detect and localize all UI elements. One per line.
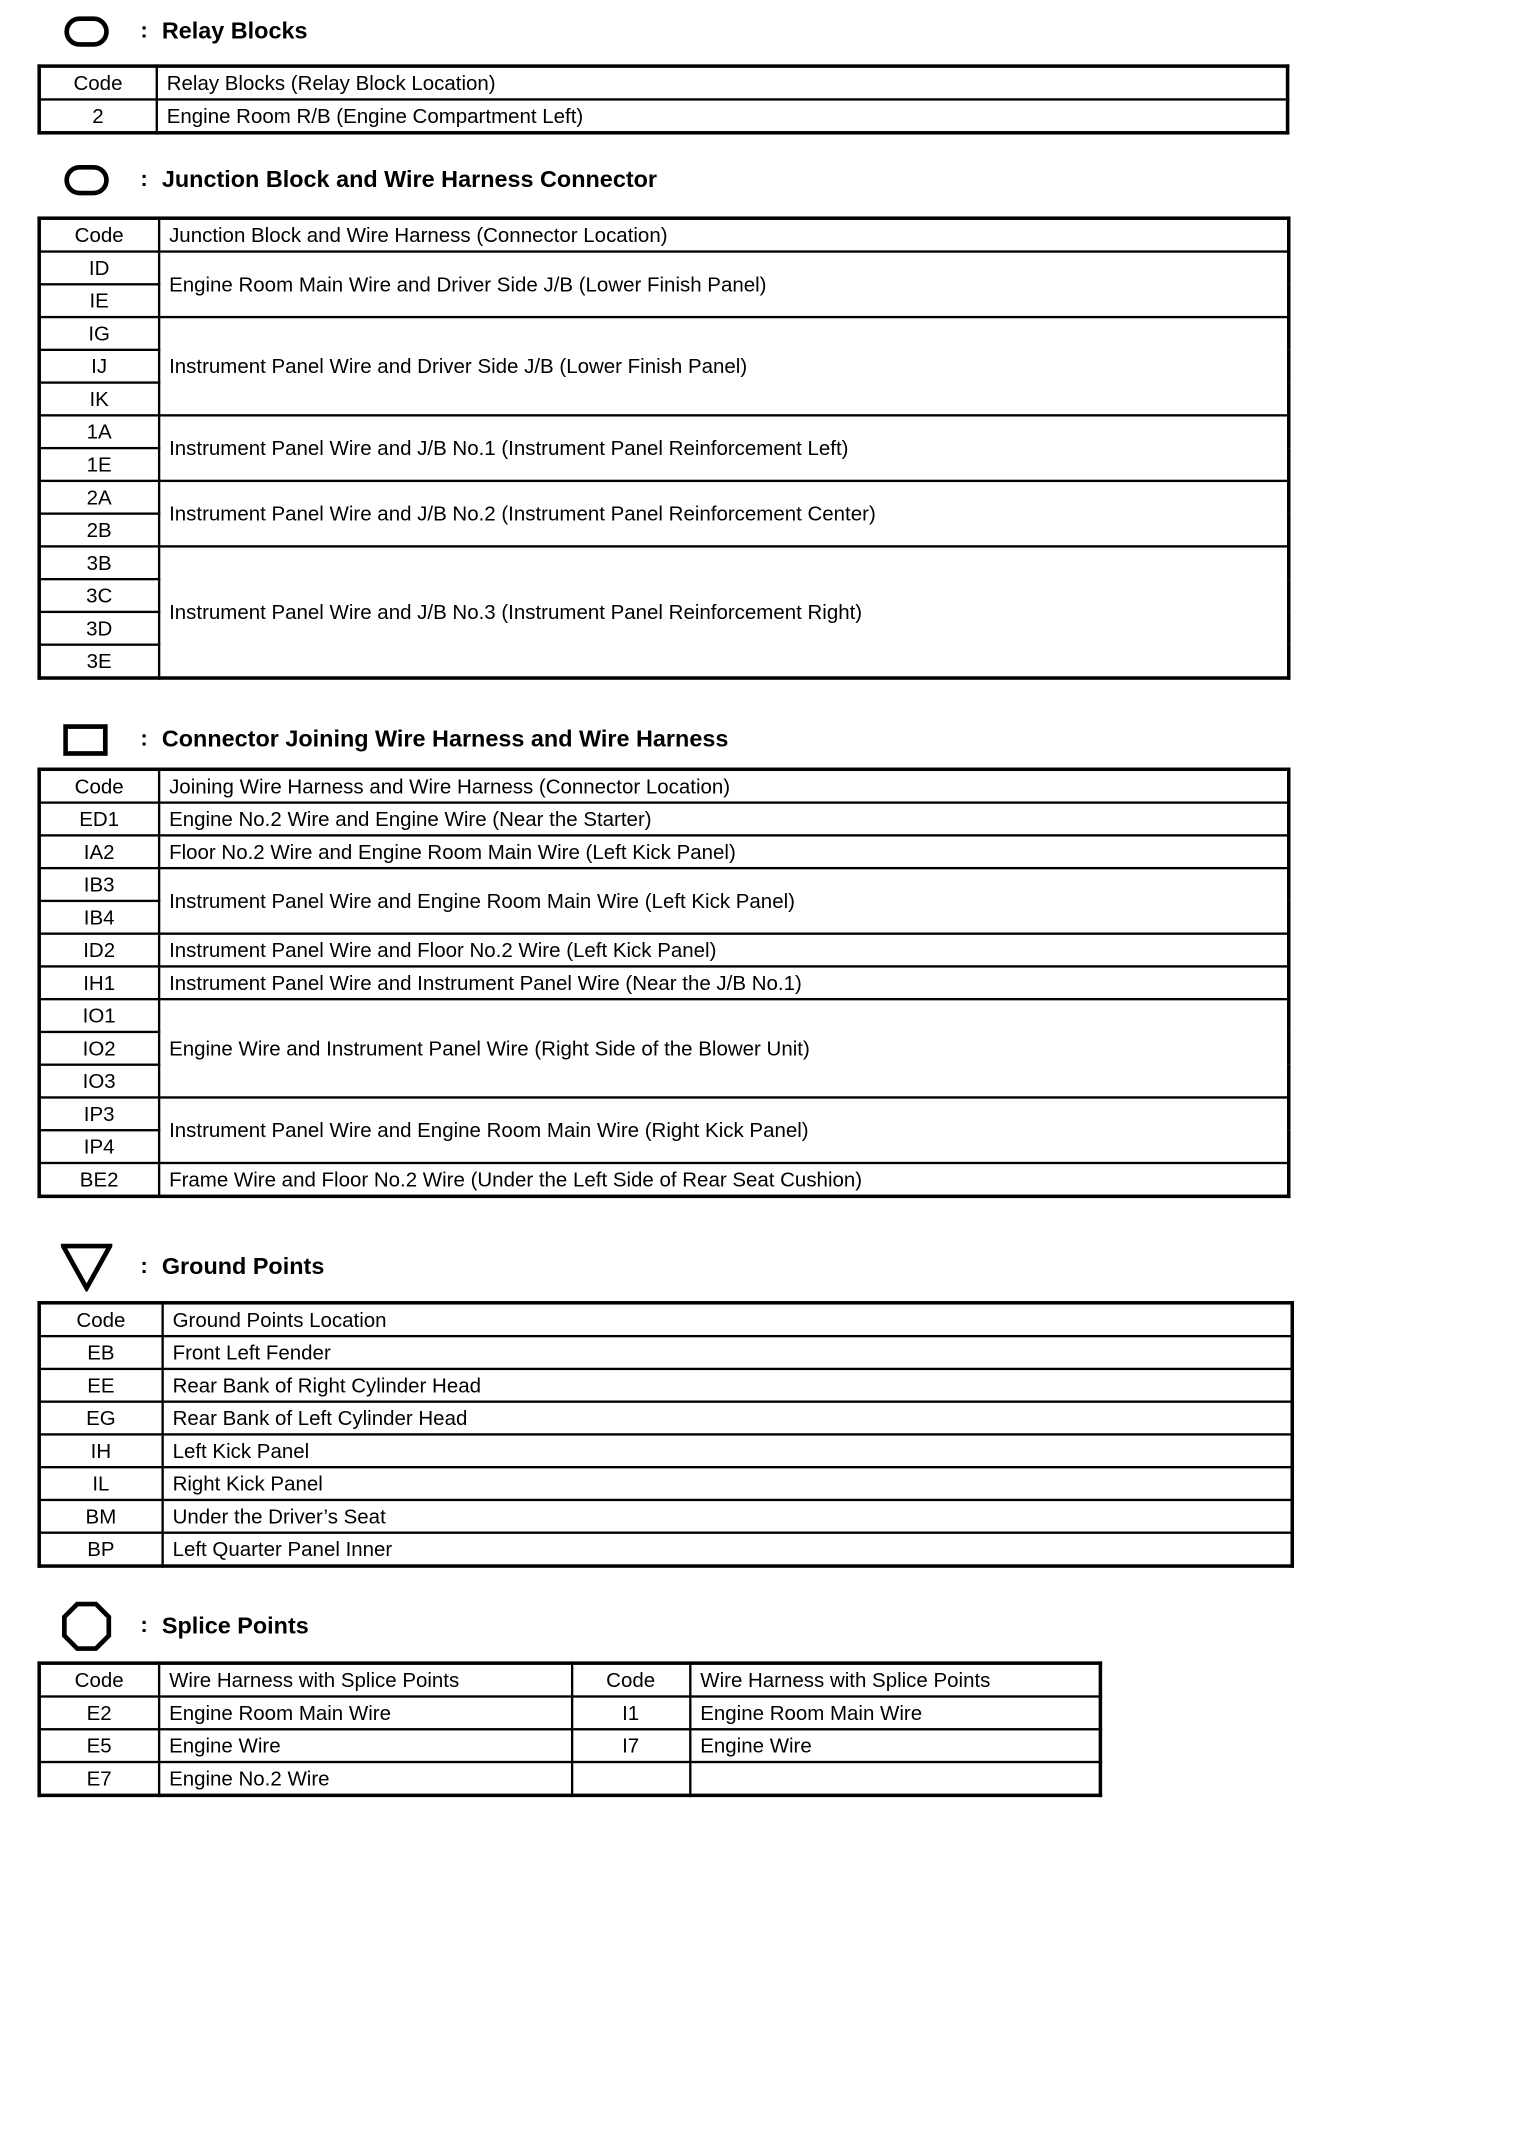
code-cell: IG (39, 317, 158, 350)
code-cell (572, 1762, 690, 1795)
code-cell: E2 (39, 1696, 158, 1729)
description-cell: Engine Room Main Wire and Driver Side J/B (Lower Finish Panel) (159, 252, 1289, 318)
code-cell: IO1 (39, 999, 158, 1032)
code-cell: IO2 (39, 1032, 158, 1065)
table-header-row (39, 1303, 1292, 1336)
description-header: Ground Points Location (162, 1303, 1292, 1336)
colon: : (140, 726, 148, 752)
code-cell: 3C (39, 579, 158, 612)
code-cell: IH1 (39, 966, 158, 999)
code-cell: 2B (39, 514, 158, 547)
table-header-row (39, 66, 1287, 99)
description-cell: Instrument Panel Wire and Floor No.2 Wire (Left Kick Panel) (159, 934, 1289, 967)
code-cell: EE (39, 1369, 162, 1402)
table-row (39, 1402, 1292, 1435)
junction-block-table (37, 216, 1290, 679)
code-cell: IA2 (39, 835, 158, 868)
code-cell: IB4 (39, 901, 158, 934)
section-title: Ground Points (161, 1253, 325, 1280)
connector-joining-table (37, 768, 1290, 1199)
description-cell: Floor No.2 Wire and Engine Room Main Wire (Left Kick Panel) (159, 835, 1289, 868)
description-cell: Instrument Panel Wire and Instrument Panel Wire (Near the J/B No.1) (159, 966, 1289, 999)
code-header: Code (39, 218, 158, 251)
ground-points-header (61, 1243, 325, 1292)
code-cell: E5 (39, 1729, 158, 1762)
code-cell: 3E (39, 645, 158, 678)
colon: : (140, 167, 148, 192)
description-header: Relay Blocks (Relay Block Location) (156, 66, 1287, 99)
table-row (39, 1467, 1292, 1500)
description-cell: Left Quarter Panel Inner (162, 1533, 1292, 1566)
splice-point-symbol-icon (61, 1601, 112, 1652)
table-row (39, 999, 1289, 1032)
section-title: Relay Blocks (161, 18, 308, 44)
description-cell: Engine Room Main Wire (690, 1696, 1101, 1729)
section-title: Splice Points (161, 1612, 309, 1639)
table-row (39, 1500, 1292, 1533)
code-cell: 3D (39, 612, 158, 645)
description-cell: Instrument Panel Wire and J/B No.2 (Instrument Panel Reinforcement Center) (159, 481, 1289, 547)
table-row (39, 415, 1289, 448)
connector-joining-header (61, 720, 729, 760)
table-row (39, 1163, 1289, 1196)
relay-blocks-header (61, 12, 308, 52)
code-cell: IB3 (39, 868, 158, 901)
code-cell: E7 (39, 1762, 158, 1795)
splice-points-table (37, 1661, 1102, 1797)
table-row (39, 1762, 1100, 1795)
table-row (39, 252, 1289, 285)
description-header: Wire Harness with Splice Points (690, 1663, 1101, 1696)
description-header: Joining Wire Harness and Wire Harness (Connector Location) (159, 769, 1289, 802)
connector-symbol-icon (61, 722, 112, 757)
description-cell: Instrument Panel Wire and Driver Side J/B (Lower Finish Panel) (159, 317, 1289, 415)
splice-points-header (61, 1601, 309, 1652)
code-cell: IH (39, 1434, 162, 1467)
section-title: Connector Joining Wire Harness and Wire Harness (161, 725, 729, 752)
section-title: Junction Block and Wire Harness Connector (161, 166, 658, 193)
description-cell: Rear Bank of Left Cylinder Head (162, 1402, 1292, 1435)
description-cell: Right Kick Panel (162, 1467, 1292, 1500)
description-cell: Front Left Fender (162, 1336, 1292, 1369)
description-cell: Engine Wire (690, 1729, 1101, 1762)
table-row (39, 481, 1289, 514)
colon: : (140, 1613, 148, 1638)
colon: : (140, 18, 148, 44)
code-header: Code (39, 66, 156, 99)
code-cell: ID (39, 252, 158, 285)
colon: : (140, 1254, 148, 1279)
table-row (39, 1369, 1292, 1402)
table-row (39, 1097, 1289, 1130)
code-cell: EB (39, 1336, 162, 1369)
table-row (39, 1336, 1292, 1369)
code-cell: 2A (39, 481, 158, 514)
table-row (39, 317, 1289, 350)
relay-blocks-table (37, 64, 1289, 134)
code-cell: 3B (39, 546, 158, 579)
code-header: Code (572, 1663, 690, 1696)
code-header: Code (39, 1303, 162, 1336)
code-cell: I7 (572, 1729, 690, 1762)
code-header: Code (39, 769, 158, 802)
code-cell: IK (39, 383, 158, 416)
table-row (39, 1696, 1100, 1729)
description-cell: Instrument Panel Wire and Engine Room Main Wire (Right Kick Panel) (159, 1097, 1289, 1163)
table-row (39, 1729, 1100, 1762)
table-header-row (39, 769, 1289, 802)
table-row (39, 1434, 1292, 1467)
code-cell: BP (39, 1533, 162, 1566)
description-cell: Engine No.2 Wire (159, 1762, 572, 1795)
junction-block-symbol-icon (61, 163, 112, 198)
table-row (39, 966, 1289, 999)
description-cell: Engine Wire and Instrument Panel Wire (Right Side of the Blower Unit) (159, 999, 1289, 1097)
description-cell: Instrument Panel Wire and Engine Room Main Wire (Left Kick Panel) (159, 868, 1289, 934)
description-header: Junction Block and Wire Harness (Connector Location) (159, 218, 1289, 251)
code-cell: 1A (39, 415, 158, 448)
table-row (39, 803, 1289, 836)
code-cell: 2 (39, 99, 156, 132)
description-cell: Engine Wire (159, 1729, 572, 1762)
description-cell: Under the Driver’s Seat (162, 1500, 1292, 1533)
code-cell: ED1 (39, 803, 158, 836)
code-cell: BE2 (39, 1163, 158, 1196)
description-cell: Frame Wire and Floor No.2 Wire (Under the Left Side of Rear Seat Cushion) (159, 1163, 1289, 1196)
description-cell (690, 1762, 1101, 1795)
code-cell: BM (39, 1500, 162, 1533)
code-cell: IL (39, 1467, 162, 1500)
code-cell: I1 (572, 1696, 690, 1729)
code-cell: IO3 (39, 1065, 158, 1098)
code-cell: IP4 (39, 1130, 158, 1163)
table-row (39, 99, 1287, 132)
table-row (39, 868, 1289, 901)
code-cell: IP3 (39, 1097, 158, 1130)
ground-points-table (37, 1301, 1294, 1568)
ground-point-symbol-icon (61, 1243, 112, 1292)
code-cell: 1E (39, 448, 158, 481)
table-header-row (39, 1663, 1100, 1696)
description-cell: Engine Room Main Wire (159, 1696, 572, 1729)
table-row (39, 1533, 1292, 1566)
description-cell: Instrument Panel Wire and J/B No.3 (Instrument Panel Reinforcement Right) (159, 546, 1289, 678)
code-header: Code (39, 1663, 158, 1696)
table-row (39, 835, 1289, 868)
table-row (39, 934, 1289, 967)
table-row (39, 546, 1289, 579)
table-header-row (39, 218, 1289, 251)
description-cell: Engine Room R/B (Engine Compartment Left) (156, 99, 1287, 132)
description-cell: Left Kick Panel (162, 1434, 1292, 1467)
code-cell: ID2 (39, 934, 158, 967)
relay-block-symbol-icon (61, 14, 112, 49)
description-header: Wire Harness with Splice Points (159, 1663, 572, 1696)
description-cell: Instrument Panel Wire and J/B No.1 (Instrument Panel Reinforcement Left) (159, 415, 1289, 481)
code-cell: EG (39, 1402, 162, 1435)
code-cell: IE (39, 284, 158, 317)
junction-block-header (61, 160, 657, 200)
code-cell: IJ (39, 350, 158, 383)
description-cell: Rear Bank of Right Cylinder Head (162, 1369, 1292, 1402)
description-cell: Engine No.2 Wire and Engine Wire (Near the Starter) (159, 803, 1289, 836)
